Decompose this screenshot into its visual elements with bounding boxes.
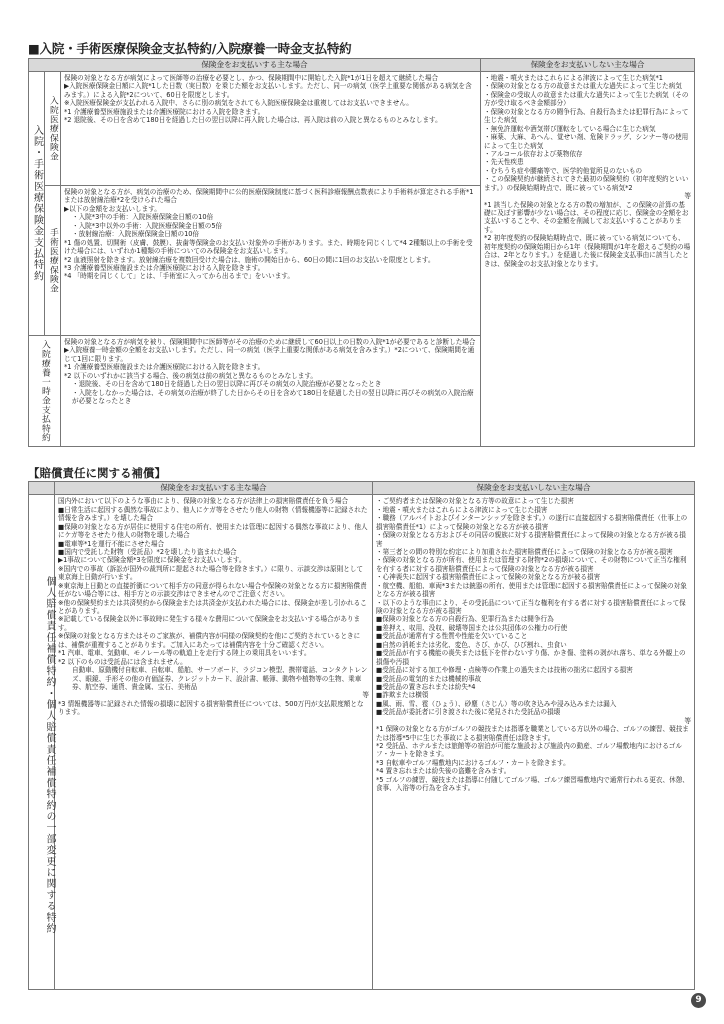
text-line: ・アルコール依存および薬物依存 [484, 149, 583, 158]
text-line: *1 保険の対象となる方がゴルフの競技または指導を職業としている方以外の場合、ゴルフの練習、競技または指導*5中に生じた事故による損害賠償責任は除きます。 [376, 725, 689, 742]
text-line: *5 ゴルフの練習、競技または指導に付随してゴルフ場、ゴルフ練習場敷地内で通常行われる更衣、休憩、食事、入浴等の行為を含みます。 [376, 775, 689, 793]
text-line: 自動車、原動機付自転車、自転車、船舶、サーフボード、ラジコン模型、携帯電話、コンタクトレンズ、眼鏡、手形その他の有価証券、クレジットカード、設計書、帳簿、動物や植物等の生物、乗車券、航空券、通貨、貴金属、宝石、美術品 [72, 666, 368, 691]
section1-title-text: ■入院・手術医療保険金支払特約/入院療養一時金支払特約 [28, 41, 352, 56]
text-line: 等 [684, 192, 692, 201]
section1-nopay-content [481, 72, 695, 447]
page-number: 9 [695, 994, 702, 1005]
text-line: ・入院*3中の手術：入院医療保険金日額の10倍 [72, 213, 214, 222]
text-line: *1 介護療養型医療施設または介護医療院における入院を除きます。 [64, 363, 265, 372]
section2-header-pay: 保険金をお支払いする主な場合 [55, 482, 373, 495]
row-content-lump-sum [61, 336, 481, 447]
text-line: *2 以下のいずれかに該当する場合、後の病気は前の病気と異なるものとみなします。 [64, 371, 318, 380]
text-line: ・この保険契約が継続されてきた最初の保険契約（初年度契約といいます。）の保険始期時点で、既に被っている病気*2 [484, 175, 689, 192]
text-line: ■保険の対象となる方の自殺行為、犯罪行為または闘争行為 [376, 615, 554, 624]
text-line: *2 初年度契約の保険始期時点で、既に被っている病気についても、初年度契約の保険始期日から1年（保険期間が1年を超えるご契約の場合は、2年となります。）を経過した後に保険金支払事由に該当したときは、保険金のお支払対象となります。 [484, 234, 691, 268]
text-line: ・職務（アルバイトおよびインターンシップを除きます。）の遂行に直接起因する損害賠償責任（仕事上の損害賠償責任*1）によって保険の対象となる方が被る損害 [376, 514, 688, 531]
text-line: ・以下のような事由により、その受託品について正当な権利を有する者に対する損害賠償責任によって保険の対象となる方が被る損害 [376, 598, 686, 615]
text-line: ▶入院療養一時金額の全額をお支払いします。ただし、同一の病気（医学上重要な関係がある病気を含みます。）*2について、保険期間を通じて1回に限ります。 [64, 346, 475, 363]
section1-header-pay: 保険金をお支払いする主な場合 [29, 59, 481, 72]
text-line: ※入院医療保険金が支払われる入院中、さらに別の病気をされても入院医療保険金は重複してはお支払いできません。 [64, 99, 413, 108]
text-line: *1 傷の処置、切開術（皮膚、鼓膜）、抜歯等保険金のお支払い対象外の手術があります。また、時期を同じくして*4 2種類以上の手術を受けた場合には、いずれか1種類の手術についてのみ保険金をお支払いします。 [64, 238, 473, 256]
text-line: ※他の保険契約または共済契約から保険金または共済金が支払われた場合には、保険金が差し引かれることがあります。 [58, 598, 367, 615]
section2-header-nopay: 保険金をお支払いしない主な場合 [373, 482, 695, 495]
text-line: ・地震・噴火またはこれらによる津波によって生じた損害 [376, 505, 548, 514]
text-line: ・心神喪失に起因する損害賠償責任によって保険の対象となる方が被る損害 [376, 573, 601, 582]
text-line: *2 退院後、その日を含めて180日を経過した日の翌日以降に再入院した場合は、再入院は前の入院と異なるものとみなします。 [64, 116, 442, 125]
row-label-surgery: 手術医療保険金 [45, 186, 61, 336]
text-line: ・地震・噴火またはこれらによる津波によって生じた病気*1 [484, 74, 663, 82]
section2-pay-content [55, 495, 373, 990]
text-line: ・第三者との間の特別な約定により加重された損害賠償責任によって保険の対象となる方が被る損害 [376, 547, 673, 556]
text-line: ■自然の消耗または劣化、変色、さび、かび、ひび割れ、虫食い [376, 640, 567, 649]
text-line: ・保険の対象となる方の闘争行為、自殺行為または犯罪行為によって生じた病気 [484, 107, 689, 125]
text-line: *4 「時期を同じくして」とは、「手術室に入ってから出るまで」をいいます。 [64, 272, 294, 281]
text-line: ■電車等*1を運行不能にさせた場合 [58, 539, 165, 548]
section1-group-label: 入院・手術医療保険金支払特約 [29, 72, 45, 336]
text-line: ・保険の対象となる方およびその同居の親族に対する損害賠償責任によって保険の対象となる方が被る損害 [376, 531, 686, 548]
text-line: ・退院後、その日を含めて180日を経過した日の翌日以降に再びその病気の入院治療が必要となったとき [72, 380, 382, 389]
text-line: ・航空機、船舶、車両*3または銃器の所有、使用または管理に起因する損害賠償責任によって保険の対象となる方が被る損害 [376, 581, 687, 599]
section1-header-nopay: 保険金をお支払いしない主な場合 [481, 59, 695, 72]
text-line: ■風、雨、雪、雹（ひょう）、砂塵（さじん）等の吹き込みや浸み込みまたは漏入 [376, 699, 617, 708]
text-line: 国内外において以下のような事由により、保険の対象となる方が法律上の損害賠償責任を負う場合 [58, 497, 349, 506]
row-label-inpatient: 入院医療保険金 [45, 72, 61, 186]
text-line: ■受託品の置き忘れまたは紛失*4 [376, 682, 476, 691]
text-line: *4 置き忘れまたは紛失後の盗難を含みます。 [376, 767, 511, 776]
text-line: ■受託品の電気的または機械的事故 [376, 674, 482, 683]
text-line: ■詐欺または横領 [376, 691, 429, 700]
text-line: ■国内で受託した財物（受託品）*2を壊したり盗まれた場合 [58, 547, 237, 556]
page-number-badge [691, 993, 706, 1008]
text-line: ■受託品に対する加工や修理・点検等の作業上の過失または技術の拙劣に起因する損害 [376, 666, 633, 675]
text-line: ・無免許運転や酒気帯び運転をしている場合に生じた病気 [484, 124, 656, 133]
text-line: ・麻薬、大麻、あへん、覚せい剤、危険ドラッグ、シンナー等の使用によって生じた病気 [484, 133, 689, 150]
row-content-surgery [61, 186, 481, 336]
text-line: ※国内での事故（訴訟が国外の裁判所に提起された場合等を除きます。）に限り、示談交渉は原則として東京海上日動が行います。 [58, 564, 364, 582]
text-line: *2 以下のものは受託品には含まれません。 [58, 657, 187, 666]
row-content-inpatient [61, 72, 481, 186]
text-line: ▶1事故について保険金額*3を限度に保険金をお支払いします。 [58, 556, 246, 565]
text-line: *1 該当した保険の対象となる方の数の増加が、この保険の計算の基礎に及ぼす影響が少ない場合は、その程度に応じ、保険金の全額をお支払いすることや、その金額を削減してお支払いすることがあります。 [484, 200, 689, 234]
text-line: ・放射線治療：入院医療保険金日額の10倍 [72, 230, 200, 239]
section2-nopay-content [373, 495, 695, 990]
text-line: ■保険の対象となる方が居住に使用する住宅の所有、使用または管理に起因する偶然な事故により、他人にケガ等をさせたり他人の財物を壊した場合 [58, 522, 368, 540]
section2-table [28, 481, 695, 990]
text-line: *3 情報機器等に記録された情報の損壊に起因する損害賠償責任については、500万円が支払限度額となります。 [58, 699, 364, 717]
section2-title-text: 【賠償責任に関する補償】 [28, 465, 166, 480]
section1-table [28, 58, 695, 447]
text-line: ・先天性疾患 [484, 158, 524, 167]
text-line: ・入院*3中以外の手術：入院医療保険金日額の5倍 [72, 221, 223, 230]
text-line: ・保険の対象となる方の故意または重大な過失によって生じた病気 [484, 82, 682, 91]
text-line: *3 自転車やゴルフ場敷地内におけるゴルフ・カートを除きます。 [376, 758, 570, 767]
text-line: ■差押え、収用、没収、破壊等国または公共団体の公権力の行使 [376, 623, 568, 632]
text-line: *2 血液照射を除きます。放射線治療を複数回受けた場合は、施術の開始日から、60日の間に1回のお支払いを限度とします。 [64, 255, 435, 264]
text-line: ■日常生活に起因する偶然な事故により、他人にケガ等をさせたり他人の財物（情報機器等に記録された情報を含みます。）を壊した場合 [58, 505, 368, 523]
text-line: ※東京海上日動との直接折衝について相手方の同意が得られない場合や保険の対象となる方に損害賠償責任がない場合等には、相手方との示談交渉はできませんのでご注意ください。 [58, 581, 367, 599]
text-line: 等 [684, 716, 691, 725]
text-line: ・入院をしなかった場合は、その病気の治療が終了した日からその日を含めて180日を経過した日の翌日以降に再びその病気の入院治療が必要となったとき [72, 388, 474, 406]
section2-title [28, 465, 694, 481]
text-line: ・保険の対象となる方が所有、使用または管理する財物*2の損壊について、その財物について正当な権利を有する者に対する損害賠償責任によって保険の対象となる方が被る損害 [376, 556, 687, 573]
text-line: ・保険金の受取人の故意または重大な過失によって生じた病気（その方が受け取るべき金額部分） [484, 90, 689, 108]
text-line: *2 受託品、ホテルまたは旅館等の宿泊が可能な施設および施設内の動産、ゴルフ場敷地内におけるゴルフ・カートを除きます。 [376, 742, 682, 759]
text-line: ・ご契約者または保険の対象となる方等の故意によって生じた損害 [376, 497, 574, 506]
text-line: *1 介護療養型医療施設または介護医療院における入院を除きます。 [64, 107, 265, 116]
text-line: ※記載している保険金以外に事故時に発生する様々な費用について保険金をお支払いする場合があります。 [58, 615, 361, 632]
text-line: 等 [362, 691, 369, 700]
text-line: ■受託品が有する機能の喪失または低下を伴わないすり傷、かき傷、塗料の剥がれ落ち、単なる外観上の損傷や汚損 [376, 649, 686, 666]
text-line: ■受託品が委託者に引き渡された後に発見された受託品の損壊 [376, 708, 561, 717]
row-label-lump-sum: 入院療養一時金支払特約 [29, 336, 61, 447]
text-line: *3 介護療養型医療施設または介護医療院における入院を除きます。 [64, 263, 265, 272]
text-line: ▶以下の金額をお支払いします。 [64, 204, 161, 213]
section1-title [28, 40, 694, 58]
text-line: 保険の対象となる方が病気を被り、保険期間中に医師等がその治療のために継続して60日以上の日数の入院*1が必要であると診断した場合 [64, 338, 476, 346]
text-line: *1 汽車、電車、気動車、モノレール等の軌道上を走行する陸上の乗用具をいいます。 [58, 649, 311, 658]
page [28, 40, 694, 990]
text-line: ▶入院医療保険金日額に入院*1した日数（実日数）を乗じた額をお支払いします。ただし、同一の病気（医学上重要な関係がある病気を含みます。）による入院*2について、60日を限度とします。 [64, 82, 472, 99]
text-line: 保険の対象となる方が、病気の治療のため、保険期間中に公的医療保険制度に基づく医科診療報酬点数表により手術料が算定される手術*1または放射線治療*2を受けられた場合 [64, 188, 474, 205]
text-line: 保険の対象となる方が病気によって医師等の治療を必要とし、かつ、保険期間中に開始した入院*1が1日を超えて継続した場合 [64, 74, 439, 82]
text-line: ■受託品が通常有する性質や性能を欠いていること [376, 632, 528, 641]
section2-label: 個人賠償責任補償特約・個人賠償責任補償特約の一部変更に関する特約 [29, 495, 55, 990]
text-line: ※保険の対象となる方またはそのご家族が、補償内容が同様の保険契約を他にご契約されているときには、補償が重複することがあります。ご加入にあたっては補償内容を十分ご確認ください。 [58, 632, 361, 649]
section2-header-spacer [29, 482, 55, 495]
text-line: ・むちうち症や腰痛等で、医学的他覚所見のないもの [484, 166, 643, 175]
